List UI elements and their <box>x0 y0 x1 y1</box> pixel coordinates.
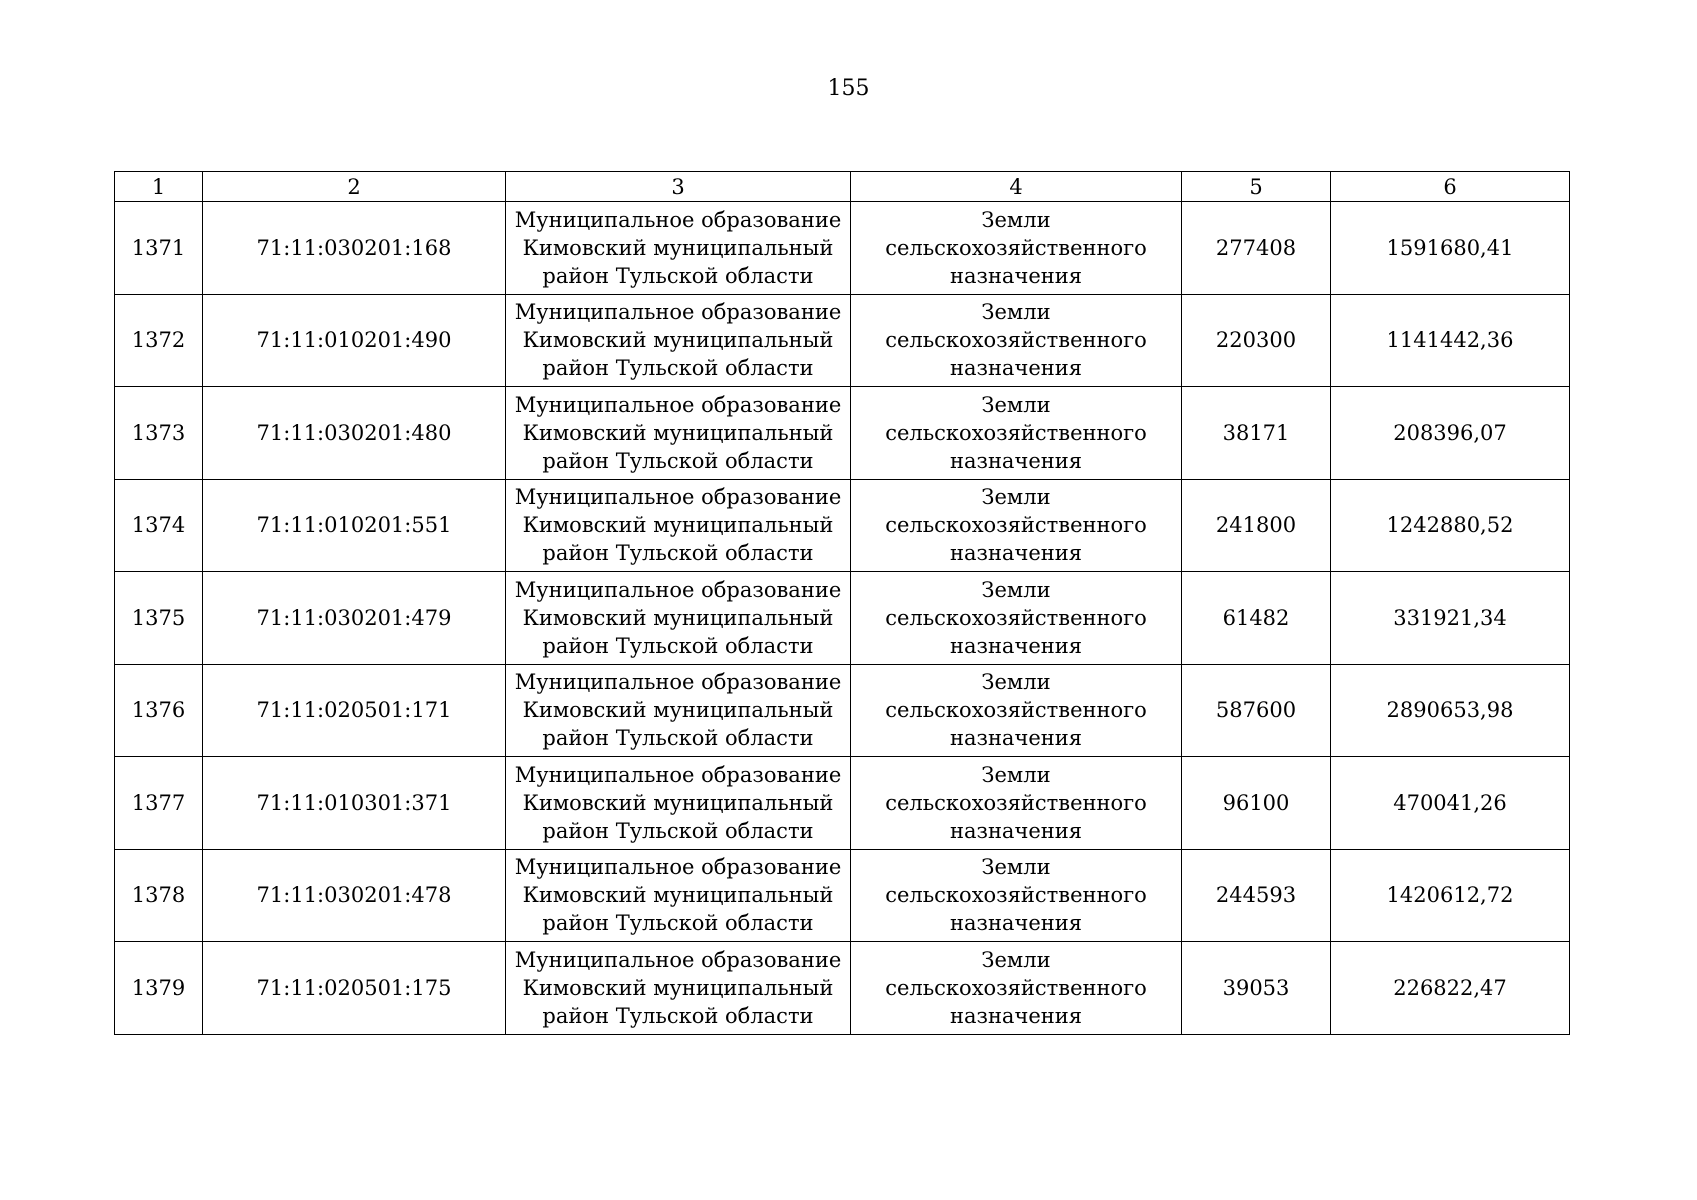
owner-cell: Муниципальное образование Кимовский муниципальный район Тульской области <box>506 757 851 850</box>
cadastral-value-cell: 1420612,72 <box>1331 849 1570 942</box>
land-plots-table <box>114 171 1570 1035</box>
table-row <box>115 664 1570 757</box>
cadastral-number-cell: 71:11:030201:478 <box>203 849 506 942</box>
cadastral-value-cell: 470041,26 <box>1331 757 1570 850</box>
table-row <box>115 572 1570 665</box>
column-header-6: 6 <box>1331 172 1570 202</box>
owner-cell: Муниципальное образование Кимовский муниципальный район Тульской области <box>506 849 851 942</box>
land-category-cell: Земли сельскохозяйственного назначения <box>851 942 1182 1035</box>
row-number-cell: 1374 <box>115 479 203 572</box>
cadastral-value-cell: 226822,47 <box>1331 942 1570 1035</box>
cadastral-value-cell: 331921,34 <box>1331 572 1570 665</box>
row-number-cell: 1371 <box>115 202 203 295</box>
table-row <box>115 849 1570 942</box>
cadastral-number-cell: 71:11:010201:490 <box>203 294 506 387</box>
column-header-3: 3 <box>506 172 851 202</box>
row-number-cell: 1377 <box>115 757 203 850</box>
table-row <box>115 479 1570 572</box>
land-category-cell: Земли сельскохозяйственного назначения <box>851 202 1182 295</box>
area-cell: 587600 <box>1182 664 1331 757</box>
table-row <box>115 294 1570 387</box>
cadastral-value-cell: 208396,07 <box>1331 387 1570 480</box>
row-number-cell: 1378 <box>115 849 203 942</box>
cadastral-number-cell: 71:11:020501:171 <box>203 664 506 757</box>
row-number-cell: 1373 <box>115 387 203 480</box>
cadastral-value-cell: 1141442,36 <box>1331 294 1570 387</box>
cadastral-number-cell: 71:11:010201:551 <box>203 479 506 572</box>
area-cell: 38171 <box>1182 387 1331 480</box>
row-number-cell: 1379 <box>115 942 203 1035</box>
land-category-cell: Земли сельскохозяйственного назначения <box>851 757 1182 850</box>
column-header-5: 5 <box>1182 172 1331 202</box>
table-row <box>115 387 1570 480</box>
land-category-cell: Земли сельскохозяйственного назначения <box>851 572 1182 665</box>
area-cell: 241800 <box>1182 479 1331 572</box>
owner-cell: Муниципальное образование Кимовский муниципальный район Тульской области <box>506 387 851 480</box>
area-cell: 61482 <box>1182 572 1331 665</box>
land-category-cell: Земли сельскохозяйственного назначения <box>851 664 1182 757</box>
cadastral-value-cell: 1242880,52 <box>1331 479 1570 572</box>
owner-cell: Муниципальное образование Кимовский муниципальный район Тульской области <box>506 942 851 1035</box>
column-header-1: 1 <box>115 172 203 202</box>
table-header-row <box>115 172 1570 202</box>
table-row <box>115 757 1570 850</box>
cadastral-number-cell: 71:11:030201:480 <box>203 387 506 480</box>
area-cell: 96100 <box>1182 757 1331 850</box>
row-number-cell: 1372 <box>115 294 203 387</box>
page-number: 155 <box>827 76 870 101</box>
owner-cell: Муниципальное образование Кимовский муниципальный район Тульской области <box>506 479 851 572</box>
cadastral-number-cell: 71:11:020501:175 <box>203 942 506 1035</box>
table-row <box>115 942 1570 1035</box>
owner-cell: Муниципальное образование Кимовский муниципальный район Тульской области <box>506 294 851 387</box>
owner-cell: Муниципальное образование Кимовский муниципальный район Тульской области <box>506 202 851 295</box>
area-cell: 277408 <box>1182 202 1331 295</box>
column-header-2: 2 <box>203 172 506 202</box>
area-cell: 244593 <box>1182 849 1331 942</box>
land-category-cell: Земли сельскохозяйственного назначения <box>851 479 1182 572</box>
table-row <box>115 202 1570 295</box>
cadastral-number-cell: 71:11:010301:371 <box>203 757 506 850</box>
area-cell: 39053 <box>1182 942 1331 1035</box>
land-category-cell: Земли сельскохозяйственного назначения <box>851 849 1182 942</box>
owner-cell: Муниципальное образование Кимовский муниципальный район Тульской области <box>506 664 851 757</box>
row-number-cell: 1376 <box>115 664 203 757</box>
cadastral-value-cell: 1591680,41 <box>1331 202 1570 295</box>
column-header-4: 4 <box>851 172 1182 202</box>
area-cell: 220300 <box>1182 294 1331 387</box>
cadastral-number-cell: 71:11:030201:479 <box>203 572 506 665</box>
cadastral-number-cell: 71:11:030201:168 <box>203 202 506 295</box>
owner-cell: Муниципальное образование Кимовский муниципальный район Тульской области <box>506 572 851 665</box>
row-number-cell: 1375 <box>115 572 203 665</box>
land-category-cell: Земли сельскохозяйственного назначения <box>851 387 1182 480</box>
land-category-cell: Земли сельскохозяйственного назначения <box>851 294 1182 387</box>
cadastral-value-cell: 2890653,98 <box>1331 664 1570 757</box>
